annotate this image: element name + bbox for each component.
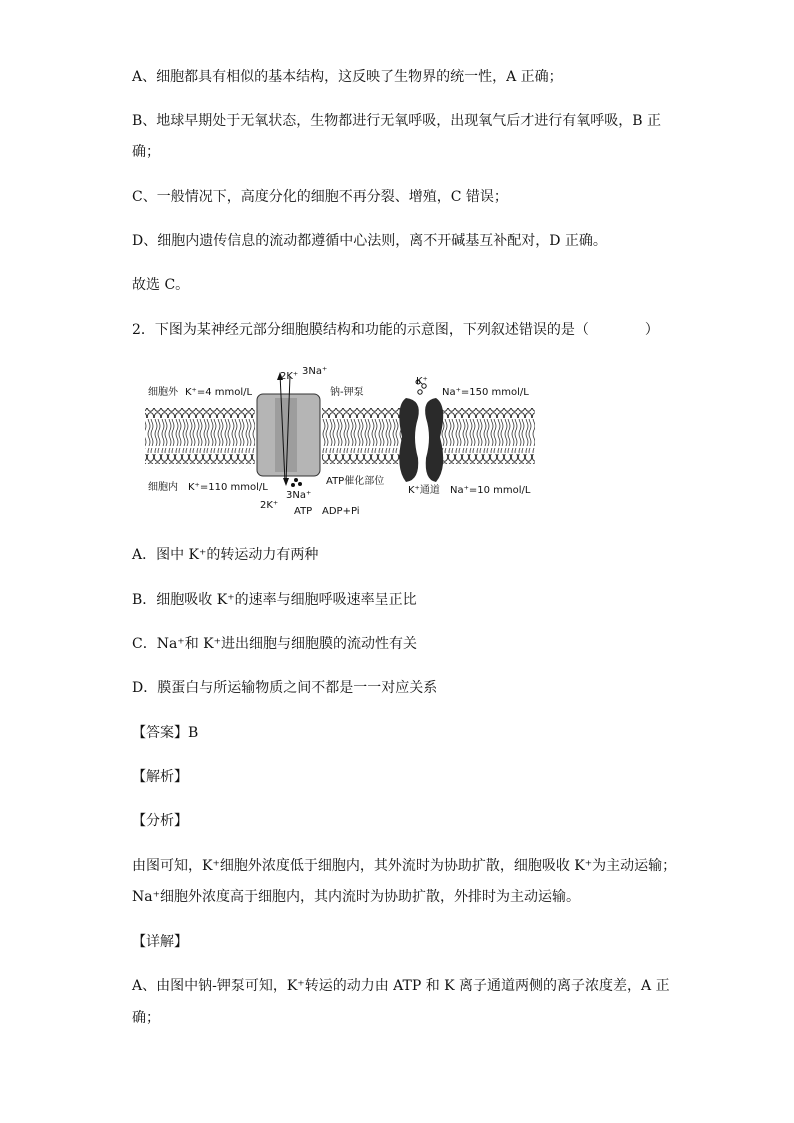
text-line: 故选 C。 — [132, 277, 190, 293]
detail-text: 确； — [132, 1010, 160, 1026]
analysis-subheading: 【分析】 — [132, 813, 188, 829]
sodium-potassium-pump — [257, 372, 320, 487]
atp-label: ATP — [294, 506, 313, 517]
detail-text: A、由图中钠-钾泵可知，K⁺转运的动力由 ATP 和 K 离子通道两侧的离子浓度差，A 正 — [132, 978, 670, 994]
k-channel-label: K⁺通道 — [408, 485, 440, 496]
k-outside-concentration: K⁺=4 mmol/L — [185, 387, 253, 398]
na3-top-label: 3Na⁺ — [302, 366, 328, 377]
na3-bottom-label: 3Na⁺ — [286, 490, 312, 501]
k-inside-concentration: K⁺=110 mmol/L — [188, 482, 268, 493]
text-line: C、一般情况下，高度分化的细胞不再分裂、增殖，C 错误； — [132, 189, 508, 205]
adp-label: ADP+Pi — [322, 506, 360, 517]
atp-site-label: ATP催化部位 — [326, 476, 385, 487]
cell-membrane-diagram — [140, 362, 540, 522]
outside-label: 细胞外 — [148, 387, 178, 398]
option-b: B．细胞吸收 K⁺的速率与细胞呼吸速率呈正比 — [132, 592, 417, 608]
potassium-channel — [399, 380, 443, 482]
option-c: C．Na⁺和 K⁺进出细胞与细胞膜的流动性有关 — [132, 636, 417, 652]
analysis-text: 由图可知，K⁺细胞外浓度低于细胞内，其外流时为协助扩散，细胞吸收 K⁺为主动运输； — [132, 858, 677, 874]
k2-bottom-label: 2K⁺ — [260, 500, 279, 511]
answer-heading: 【答案】B — [132, 725, 199, 741]
lipid-bilayer-middle — [322, 408, 402, 464]
text-line: B、地球早期处于无氧状态，生物都进行无氧呼吸，出现氧气后才进行有氧呼吸，B 正 — [132, 113, 662, 129]
k-ion-label: K⁺ — [416, 376, 428, 387]
text-line: 确； — [132, 144, 160, 160]
lipid-bilayer-right — [440, 408, 535, 464]
text-line: D、细胞内遗传信息的流动都遵循中心法则，离不开碱基互补配对，D 正确。 — [132, 233, 607, 249]
pump-label: 钠-钾泵 — [330, 387, 364, 398]
analysis-heading: 【解析】 — [132, 769, 188, 785]
na-outside-concentration: Na⁺=150 mmol/L — [442, 387, 529, 398]
option-d: D．膜蛋白与所运输物质之间不都是一一对应关系 — [132, 680, 438, 696]
na-inside-concentration: Na⁺=10 mmol/L — [450, 485, 531, 496]
analysis-text: Na⁺细胞外浓度高于细胞内，其内流时为协助扩散，外排时为主动运输。 — [132, 889, 580, 905]
k2-top-label: 2K⁺ — [280, 371, 299, 382]
detail-heading: 【详解】 — [132, 934, 188, 950]
question-text: 2．下图为某神经元部分细胞膜结构和功能的示意图，下列叙述错误的是（ ） — [132, 322, 659, 338]
option-a: A．图中 K⁺的转运动力有两种 — [132, 547, 319, 563]
lipid-bilayer-left — [145, 408, 255, 464]
inside-label: 细胞内 — [148, 482, 178, 493]
text-line: A、细胞都具有相似的基本结构，这反映了生物界的统一性，A 正确； — [132, 69, 563, 85]
